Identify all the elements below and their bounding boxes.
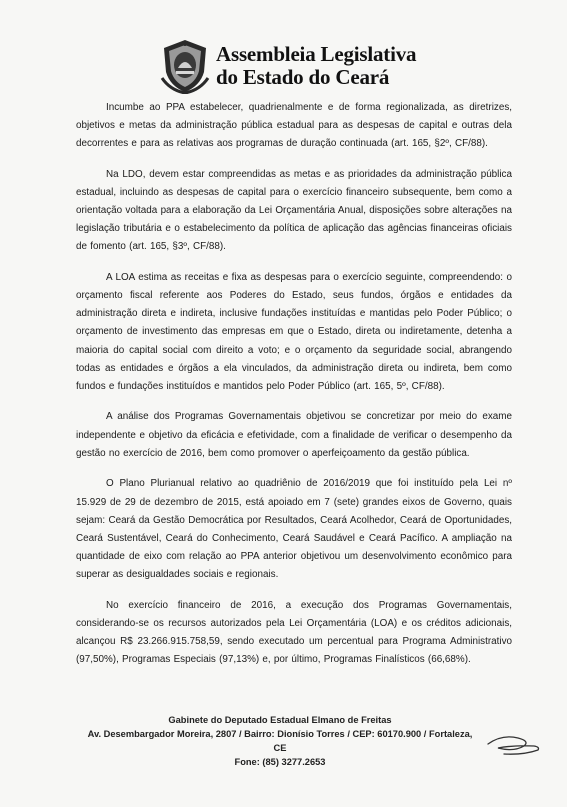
paragraph-analise: A análise dos Programas Governamentais objetivou se concretizar por meio do exame independente e objetivo da eficácia e efetividade, com a finalidade de verificar o desempenho da gestão no exercício de 2016, bem como promover o aperfeiçoamento da gestão pública. [76,411,512,459]
paragraph-exercicio-2016: No exercício financeiro de 2016, a execução dos Programas Governamentais, considerando-se os recursos autorizados pela Lei Orçamentária (LOA) e os créditos adicionais, alcançou R$ 23.266.915.758,59, sendo executado um percentual para Programa Administrativo (97,50%), Programas Especiais (97,13%) e, por último, Programas Finalísticos (66,68%). [76,599,512,665]
footer-phone: Fone: (85) 3277.2653 [234,757,326,767]
paragraph-loa: A LOA estima as receitas e fixa as despesas para o exercício seguinte, compreendendo: o orçamento fiscal referente aos Poderes do Estado, seus fundos, órgãos e entidades da administração direta e indireta, inclusive fundações instituídas e mantidas pelo Poder Público; o orçamento de investimento das empresas em que o Estado, direta ou indiretamente, detenha a maioria do capital social com direito a voto; e o orçamento da seguridade social, abrangendo todas as entidades e órgãos a ela vinculados, da administração direta ou indireta, bem como fundos e fundações instituídos e mantidos pelo Poder Público (art. 165, 5º, CF/88). [76,272,512,392]
institution-name-line1: Assembleia Legislativa [216,42,417,66]
institution-name [216,43,416,89]
footer-office: Gabinete do Deputado Estadual Elmano de Freitas [168,715,392,725]
footer-contact [80,713,480,769]
paragraph-plano-plurianual: O Plano Plurianual relativo ao quadriênio de 2016/2019 que foi instituído pela Lei nº 15.929 de 29 de dezembro de 2015, está apoiado em 7 (sete) grandes eixos de Governo, quais sejam: Ceará da Gestão Democrática por Resultados, Ceará Acolhedor, Ceará de Oportunidades, Ceará Sustentável, Ceará do Conhecimento, Ceará Saudável e Ceará Pacífico. A ampliação na quantidade de eixo com relação ao PPA anterior objetivou um desenvolvimento econômico para superar as desigualdades sociais e regionais. [76,478,512,580]
coat-of-arms-seal-icon [160,38,210,94]
paragraph-ldo: Na LDO, devem estar compreendidas as metas e as prioridades da administração pública estadual, incluindo as despesas de capital para o exercício financeiro subsequente, bem como a orientação voltada para a elaboração da Lei Orçamentária Anual, disposições sobre alterações na legislação tributária e o estabelecimento da política de aplicação das agências financeiras oficiais de fomento (art. 165, §3º, CF/88). [76,168,512,253]
document-body [76,99,512,682]
paragraph-ppa: Incumbe ao PPA estabelecer, quadrienalmente e de forma regionalizada, as diretrizes, objetivos e metas da administração pública estadual para as despesas de capital e outras dela decorrentes e para as relativas aos programas de duração continuada (art. 165, §2º, CF/88). [76,102,512,150]
footer-address: Av. Desembargador Moreira, 2807 / Bairro: Dionísio Torres / CEP: 60170.900 / Fortaleza, CE [87,729,473,753]
institution-name-line2: do Estado do Ceará [216,65,390,89]
letterhead [160,36,416,96]
handwritten-initials-icon [484,728,544,758]
